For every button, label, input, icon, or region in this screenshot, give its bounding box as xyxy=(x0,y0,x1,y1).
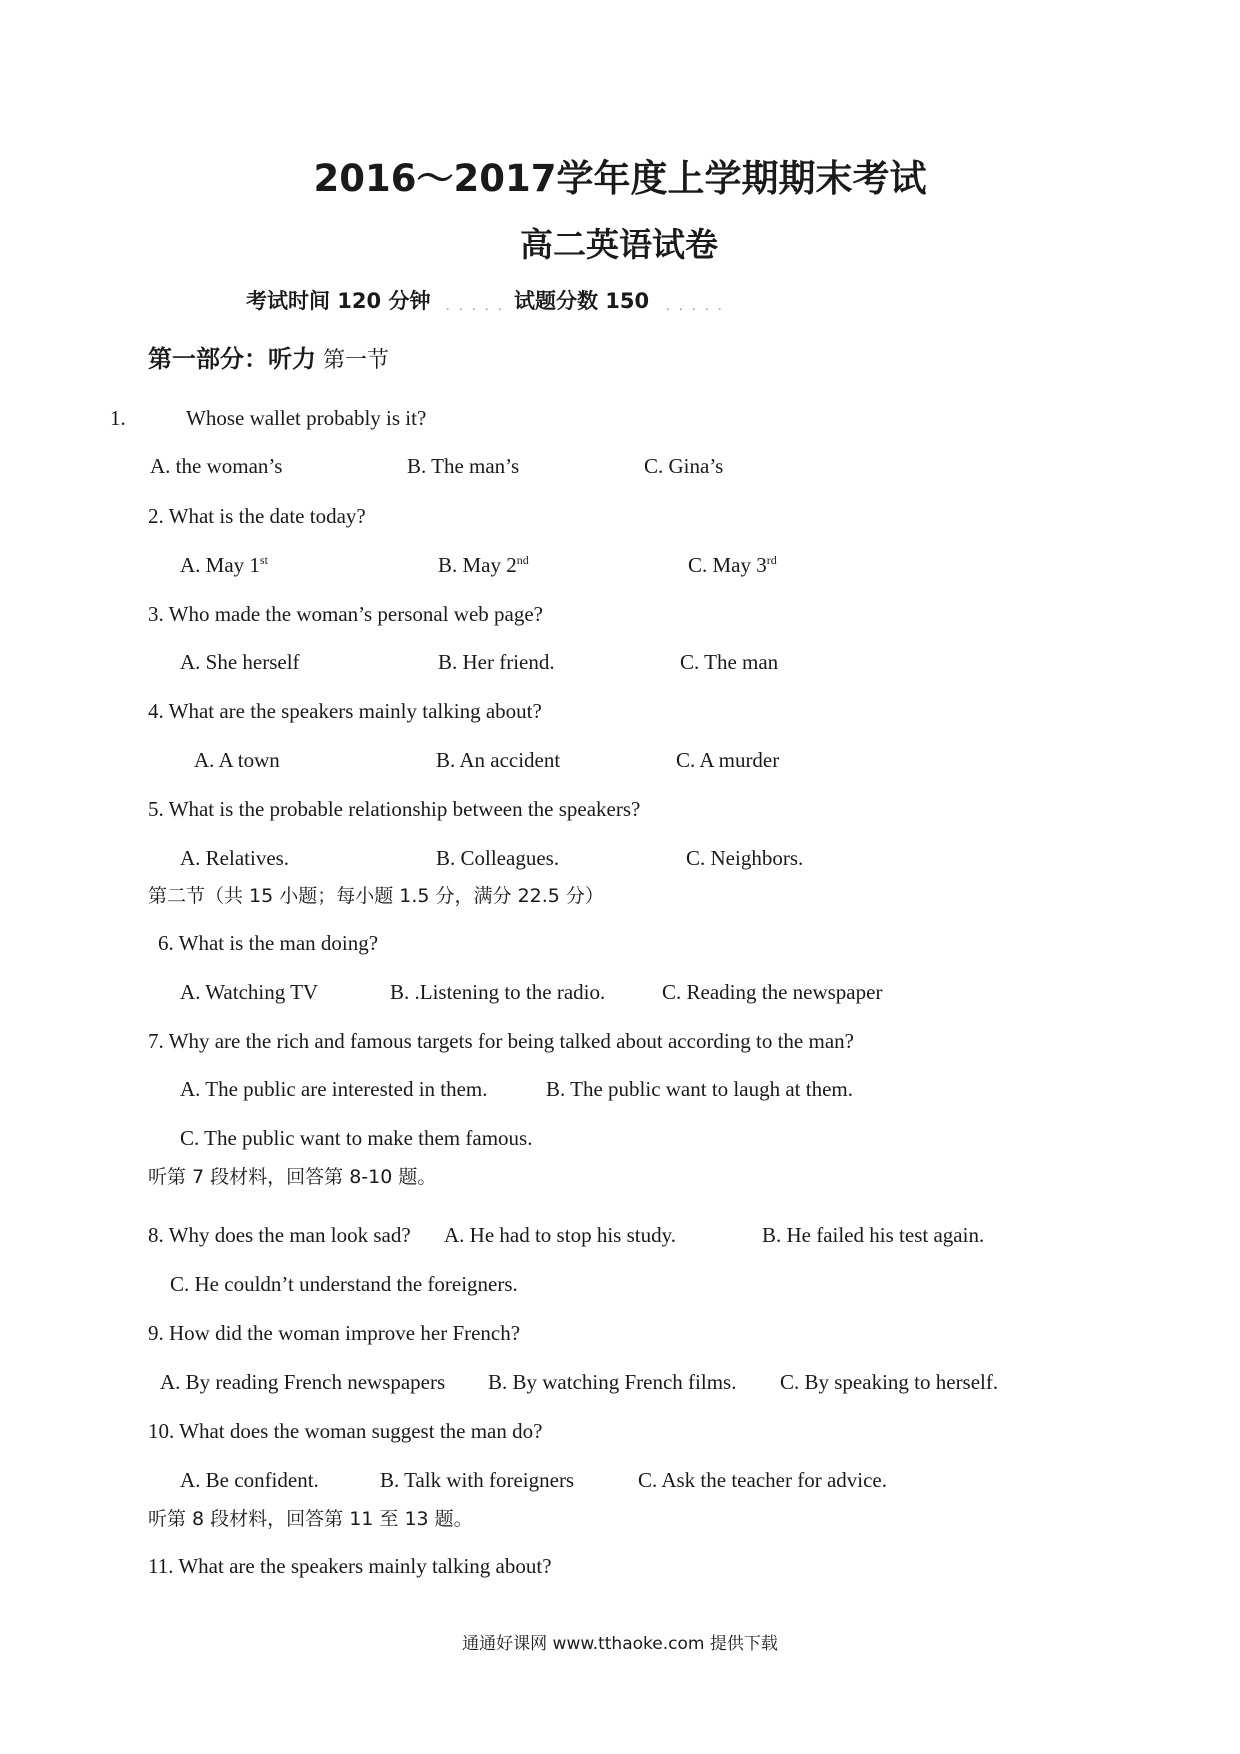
q7-option-b: B. The public want to laugh at them. xyxy=(546,1077,853,1101)
q9-text: 9. How did the woman improve her French? xyxy=(148,1321,521,1345)
q6-option-a: A. Watching TV xyxy=(180,980,319,1004)
q1-text: Whose wallet probably is it? xyxy=(186,406,427,430)
exam-title: 2016～2017学年度上学期期末考试 xyxy=(313,157,927,200)
q2-option-a xyxy=(180,555,268,576)
q7-option-a: A. The public are interested in them. xyxy=(180,1077,488,1101)
part1-title: 第一部分：听力 xyxy=(148,345,316,373)
dots-1: . . . . . xyxy=(446,299,505,314)
listen-section-8: 听第 8 段材料，回答第 11 至 13 题。 xyxy=(148,1508,473,1530)
q8-option-a: A. He had to stop his study. xyxy=(444,1223,676,1247)
q3-option-b: B. Her friend. xyxy=(438,650,555,674)
part1-heading xyxy=(148,347,389,372)
footer-note: 通通好课网 www.tthaoke.com 提供下载 xyxy=(462,1634,778,1654)
q2-option-b xyxy=(438,555,529,576)
q1-number: 1. xyxy=(110,406,126,430)
q7-option-c: C. The public want to make them famous. xyxy=(180,1126,533,1150)
q4-text: 4. What are the speakers mainly talking about? xyxy=(148,699,542,723)
q4-option-c: C. A murder xyxy=(676,748,780,772)
exam-time: 考试时间 120 分钟 xyxy=(246,289,431,313)
q5-option-b: B. Colleagues. xyxy=(436,846,560,870)
q9-option-a: A. By reading French newspapers xyxy=(160,1370,446,1394)
q8-text: 8. Why does the man look sad? xyxy=(148,1223,411,1247)
q2-text: 2. What is the date today? xyxy=(148,504,366,528)
q2-option-b-sup: nd xyxy=(516,553,529,567)
q3-option-c: C. The man xyxy=(680,650,779,674)
q10-text: 10. What does the woman suggest the man do? xyxy=(148,1419,543,1443)
q6-text: 6. What is the man doing? xyxy=(158,931,379,955)
q2-option-c-sup: rd xyxy=(766,553,777,567)
q1-option-b: B. The man’s xyxy=(407,454,520,478)
q4-option-a: A. A town xyxy=(194,748,280,772)
q10-option-b: B. Talk with foreigners xyxy=(380,1468,575,1492)
part1-section1: 第一节 xyxy=(323,348,390,373)
q1-option-a: A. the woman’s xyxy=(150,454,283,478)
q2-option-a-sup: st xyxy=(259,553,268,567)
section2-heading: 第二节（共 15 小题；每小题 1.5 分，满分 22.5 分） xyxy=(148,885,604,907)
q10-option-c: C. Ask the teacher for advice. xyxy=(638,1468,887,1492)
q2-option-a-label: A. May 1 xyxy=(180,553,260,577)
q11-text: 11. What are the speakers mainly talking about? xyxy=(148,1554,552,1578)
q9-option-c: C. By speaking to herself. xyxy=(780,1370,999,1394)
q5-option-c: C. Neighbors. xyxy=(686,846,804,870)
q7-text: 7. Why are the rich and famous targets for being talked about according to the man? xyxy=(148,1029,854,1053)
q5-option-a: A. Relatives. xyxy=(180,846,290,870)
q8-option-b: B. He failed his test again. xyxy=(762,1223,985,1247)
q1-option-c: C. Gina’s xyxy=(644,454,724,478)
q3-text: 3. Who made the woman’s personal web page? xyxy=(148,602,543,626)
dots-2: . . . . . xyxy=(666,299,725,314)
q6-option-b: B. .Listening to the radio. xyxy=(390,980,606,1004)
exam-score: 试题分数 150 xyxy=(514,289,650,313)
q2-option-c-label: C. May 3 xyxy=(688,553,767,577)
q8-option-c: C. He couldn’t understand the foreigners. xyxy=(170,1272,518,1296)
q4-option-b: B. An accident xyxy=(436,748,561,772)
q10-option-a: A. Be confident. xyxy=(180,1468,319,1492)
q5-text: 5. What is the probable relationship between the speakers? xyxy=(148,797,641,821)
q2-option-c xyxy=(688,555,777,576)
listen-section-7: 听第 7 段材料，回答第 8-10 题。 xyxy=(148,1166,437,1188)
exam-subtitle: 高二英语试卷 xyxy=(520,225,718,264)
q6-option-c: C. Reading the newspaper xyxy=(662,980,883,1004)
q9-option-b: B. By watching French films. xyxy=(488,1370,737,1394)
q3-option-a: A. She herself xyxy=(180,650,300,674)
q2-option-b-label: B. May 2 xyxy=(438,553,517,577)
